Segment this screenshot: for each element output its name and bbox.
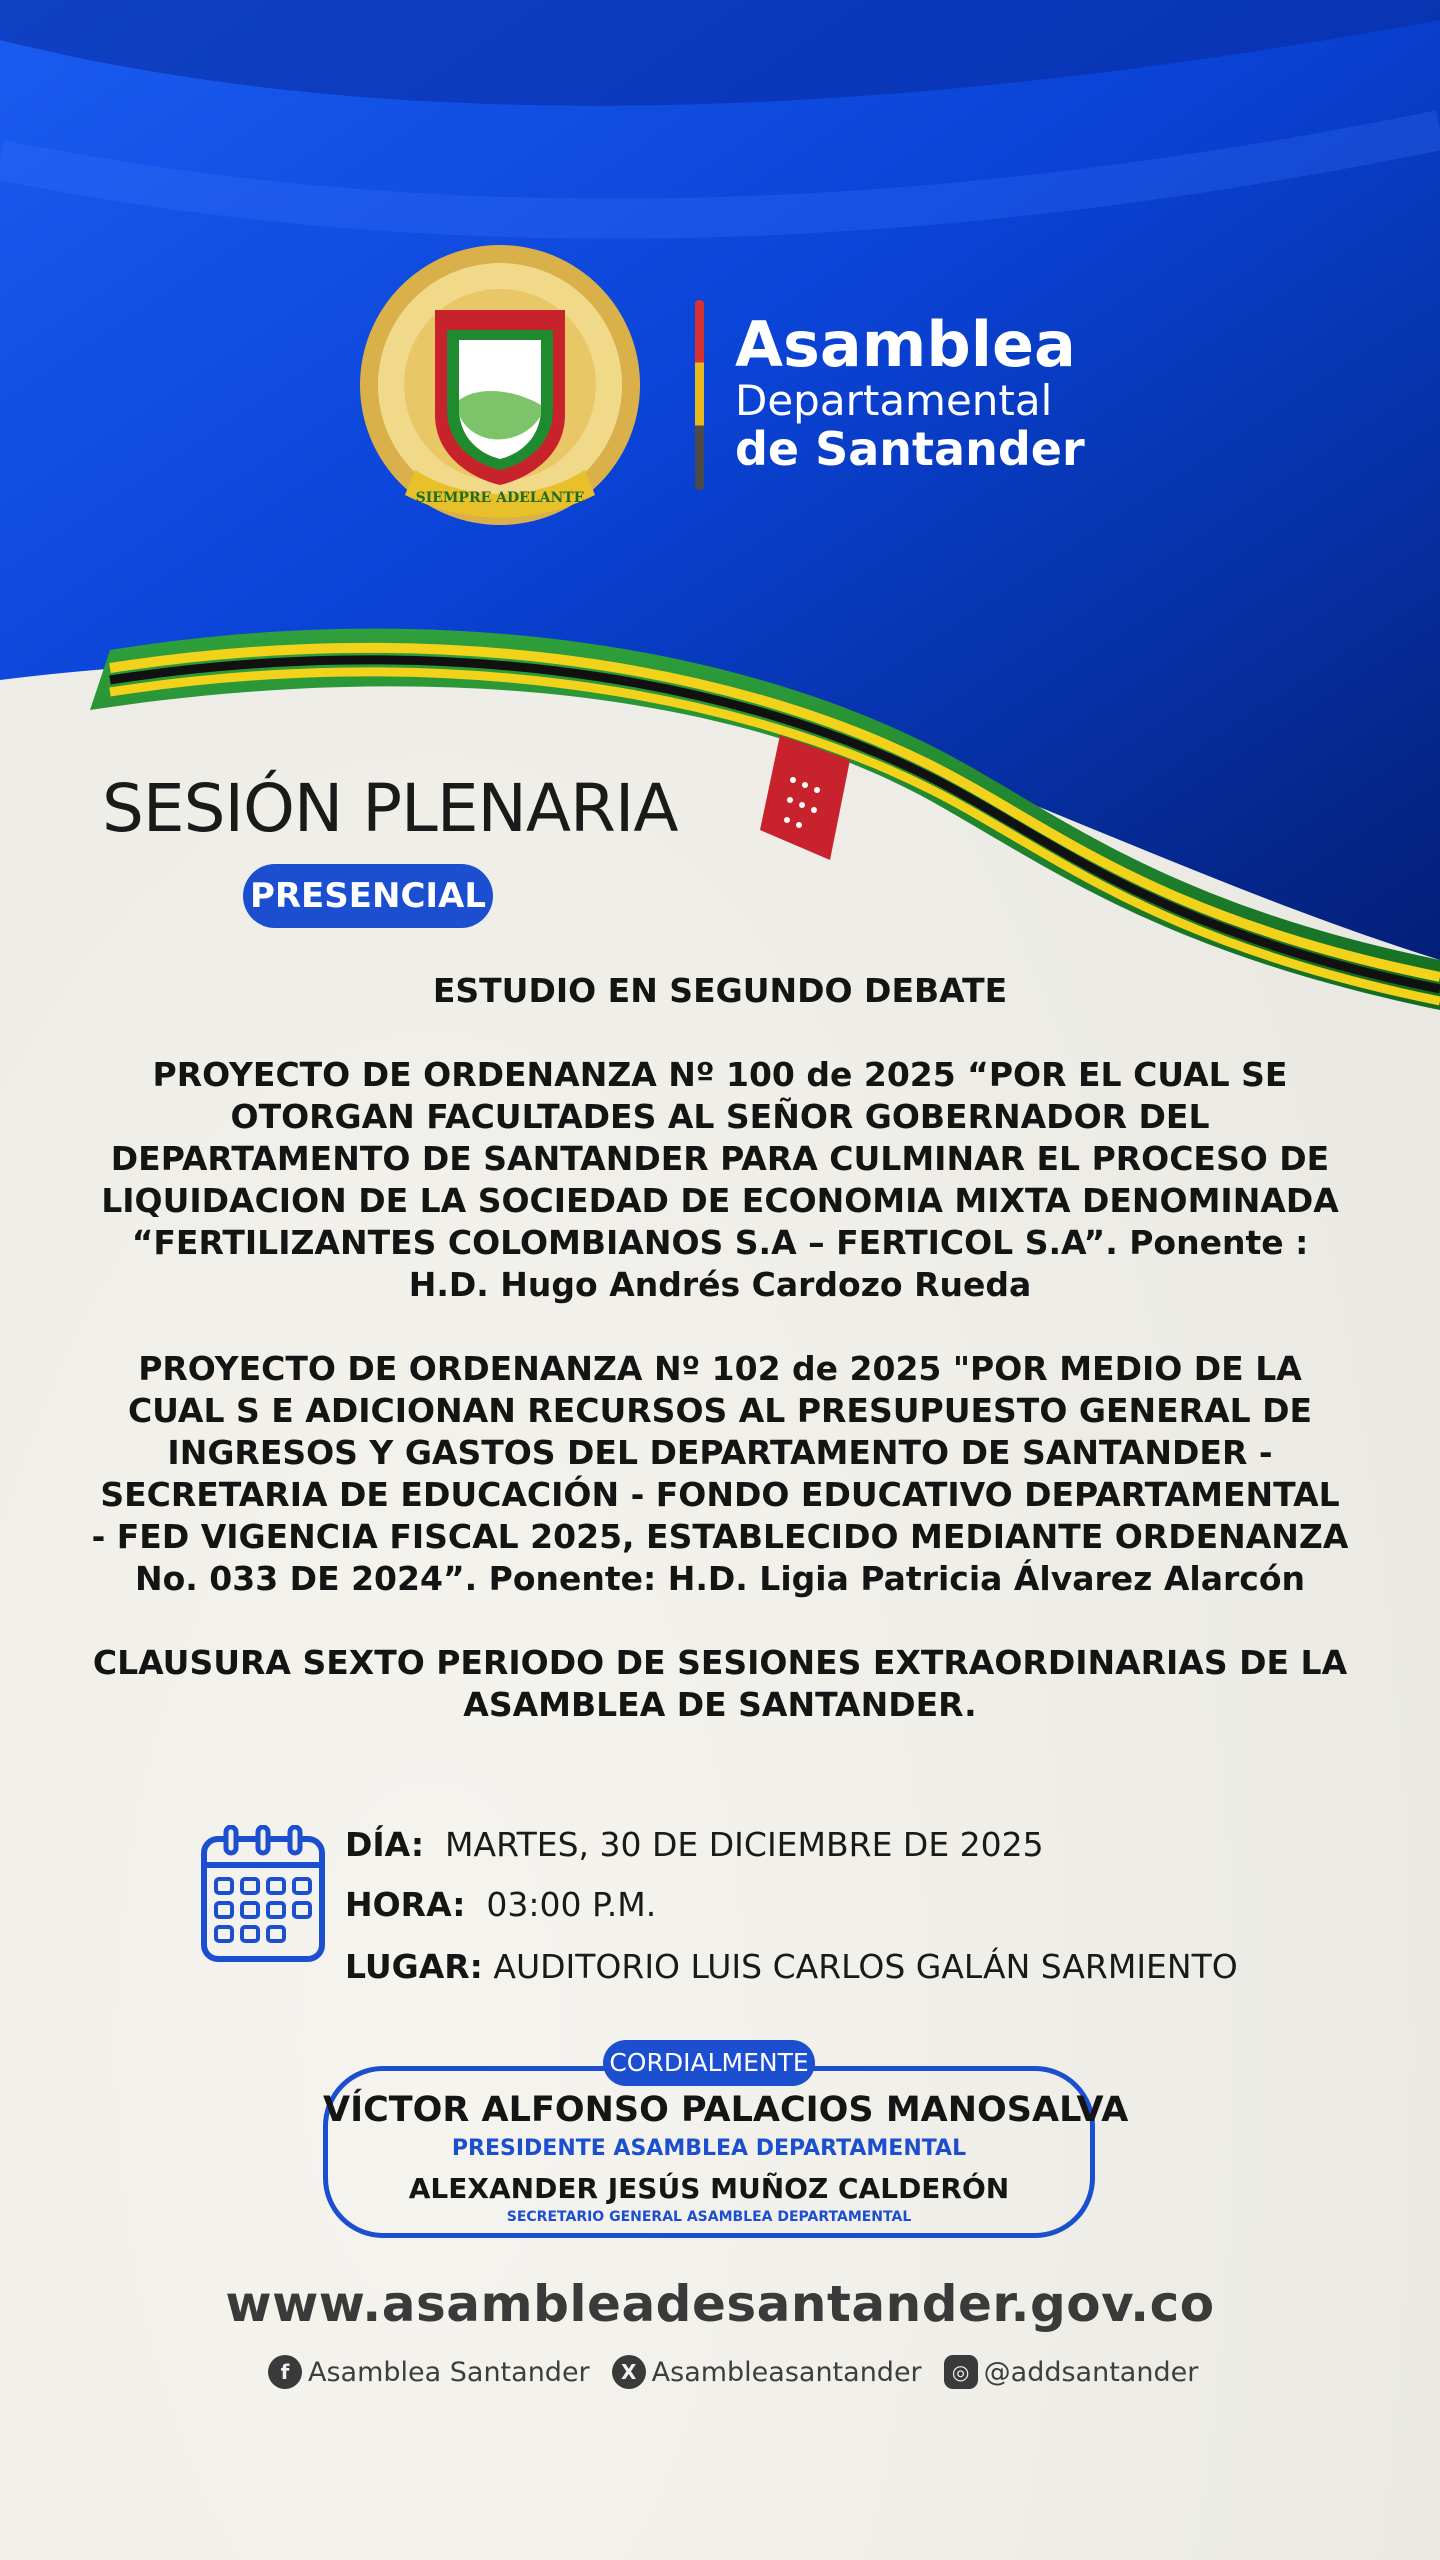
session-mode-badge: PRESENCIAL <box>243 864 493 928</box>
secretary-role: SECRETARIO GENERAL ASAMBLEA DEPARTAMENTAL <box>506 2209 912 2225</box>
hero-background <box>0 0 1440 1020</box>
cordially-badge: CORDIALMENTE <box>603 2040 815 2086</box>
president-name: VÍCTOR ALFONSO PALACIOS MANOSALVA <box>323 2090 1129 2130</box>
session-title: SESIÓN PLENARIA <box>102 770 678 847</box>
seal-text-bottom: SIEMPRE ADELANTE <box>415 490 585 506</box>
instagram-icon: ◎ <box>944 2355 978 2389</box>
agenda-item-3: CLAUSURA SEXTO PERIODO DE SESIONES EXTRAORDINARIAS DE LA ASAMBLEA DE SANTANDER. <box>92 1643 1348 1724</box>
detail-day <box>345 1825 1044 1864</box>
day-value: MARTES, 30 DE DICIEMBRE DE 2025 <box>445 1825 1044 1864</box>
facebook-handle: Asamblea Santander <box>308 2356 590 2388</box>
department-seal-icon <box>355 240 645 530</box>
flag-color-bar <box>695 300 704 490</box>
detail-place <box>345 1947 1238 1986</box>
time-value: 03:00 P.M. <box>486 1885 657 1924</box>
place-value: AUDITORIO LUIS CARLOS GALÁN SARMIENTO <box>493 1947 1238 1986</box>
agenda <box>90 970 1350 1768</box>
day-label: DÍA: <box>345 1825 425 1864</box>
secretary-name: ALEXANDER JESÚS MUÑOZ CALDERÓN <box>408 2172 1010 2205</box>
brand-line-3: de Santander <box>735 422 1085 476</box>
website-link[interactable]: www.asambleadesantander.gov.co <box>225 2275 1215 2333</box>
brand-line-2: Departamental <box>735 376 1053 425</box>
agenda-item-1: PROYECTO DE ORDENANZA Nº 100 de 2025 “POR EL CUAL SE OTORGAN FACULTADES AL SEÑOR GOBERNADOR DEL DEPARTAMENTO DE SANTANDER PARA CULMINAR EL PROCESO DE LIQUIDACION DE LA SOCIEDAD DE ECONOMIA MIXTA DENOMINADA “FERTILIZANTES COLOMBIANOS S.A – FERTICOL S.A”. Ponente : H.D. Hugo Andrés Cardozo Rueda <box>101 1055 1339 1304</box>
x-icon: X <box>612 2355 646 2389</box>
facebook-icon: f <box>268 2355 302 2389</box>
detail-time <box>345 1885 656 1924</box>
instagram-handle: @addsantander <box>983 2356 1199 2388</box>
facebook-link[interactable] <box>268 2355 590 2389</box>
agenda-item-2: PROYECTO DE ORDENANZA Nº 102 de 2025 "POR MEDIO DE LA CUAL S E ADICIONAN RECURSOS AL PRESUPUESTO GENERAL DE INGRESOS Y GASTOS DEL DEPARTAMENTO DE SANTANDER - SECRETARIA DE EDUCACIÓN - FONDO EDUCATIVO DEPARTAMENTAL - FED VIGENCIA FISCAL 2025, ESTABLECIDO MEDIANTE ORDENANZA No. 033 DE 2024”. Ponente: H.D. Ligia Patricia Álvarez Alarcón <box>91 1349 1349 1598</box>
x-link[interactable] <box>612 2355 922 2389</box>
instagram-link[interactable] <box>944 2355 1199 2389</box>
social-links <box>268 2352 1198 2392</box>
brand-line-1: Asamblea <box>735 308 1076 381</box>
calendar-icon <box>200 1825 326 1965</box>
place-label: LUGAR: <box>345 1947 483 1986</box>
time-label: HORA: <box>345 1885 466 1924</box>
brand-logo-text <box>735 308 1085 476</box>
president-role: PRESIDENTE ASAMBLEA DEPARTAMENTAL <box>451 2136 967 2161</box>
x-handle: Asambleasantander <box>651 2356 922 2388</box>
agenda-heading: ESTUDIO EN SEGUNDO DEBATE <box>432 971 1008 1010</box>
